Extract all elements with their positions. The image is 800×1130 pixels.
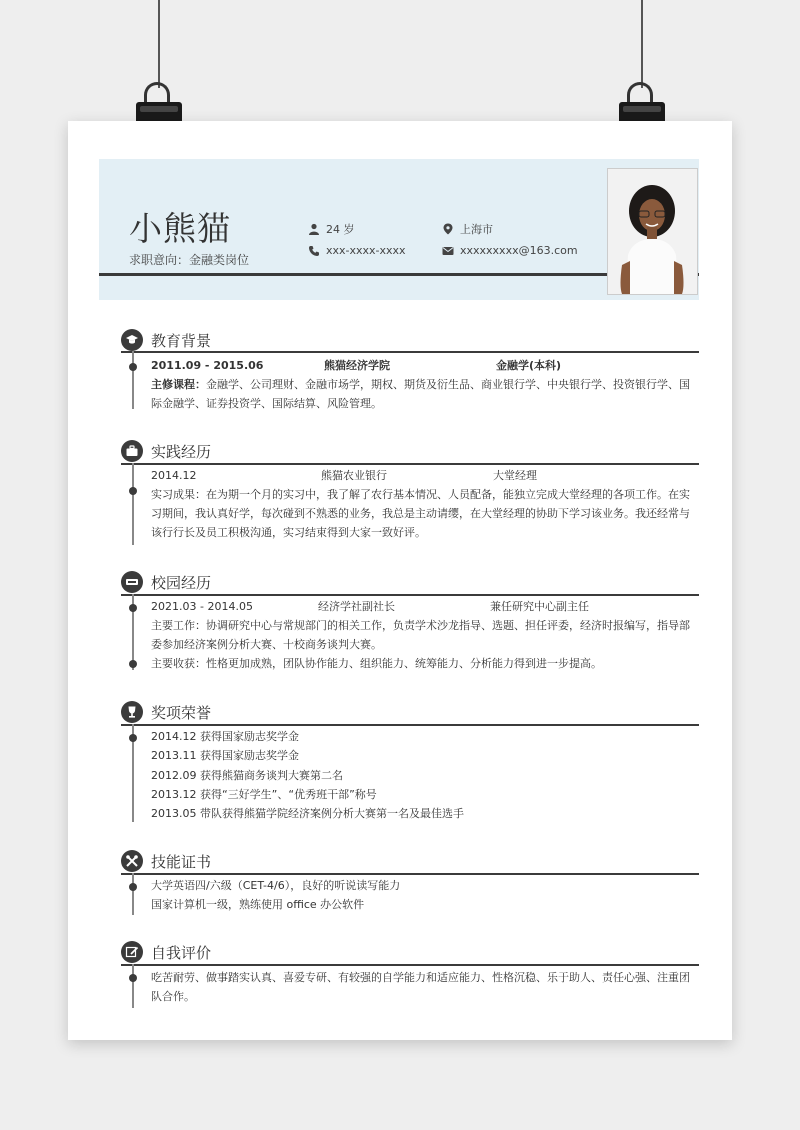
hanging-cord-left xyxy=(158,0,160,88)
mail-icon xyxy=(442,245,454,257)
award-item: 2013.11 获得国家励志奖学金 xyxy=(151,749,299,762)
skill-item: 国家计算机一级，熟练使用 office 办公软件 xyxy=(151,898,365,911)
campus-work xyxy=(151,616,699,654)
section-divider xyxy=(121,964,699,966)
timeline-line xyxy=(132,873,134,915)
campus-work-line-2: 委参加经济案例分析大赛、十校商务谈判大赛。 xyxy=(151,638,382,651)
campus-gain: 主要收获：性格更加成熟，团队协作能力、组织能力、统筹能力、分析能力得到进一步提高。 xyxy=(151,657,602,670)
courses-line-1: 金融学、公司理财、金融市场学，期权、期货及衍生品、商业银行学、中央银行学、投资银行学、国 xyxy=(206,378,690,391)
section-divider xyxy=(121,724,699,726)
edu-courses xyxy=(151,375,699,413)
section-divider xyxy=(121,873,699,875)
section-title: 校园经历 xyxy=(151,574,212,592)
section-self-header xyxy=(121,939,701,963)
skill-item: 大学英语四/六级（CET-4/6），良好的听说读写能力 xyxy=(151,879,401,892)
section-title: 实践经历 xyxy=(151,443,212,461)
timeline-line xyxy=(132,964,134,1008)
city-info xyxy=(442,221,493,237)
campus-role: 兼任研究中心副主任 xyxy=(490,600,589,613)
graduation-cap-icon xyxy=(121,329,143,351)
age-text: 24 岁 xyxy=(326,223,355,236)
practice-line-2: 习期间，我认真好学，每次碰到不熟悉的业务，我总是主动请缨，在大堂经理的协助下学习该业务。我还经常与 xyxy=(151,507,690,520)
award-item: 2013.12 获得“三好学生”、“优秀班干部”称号 xyxy=(151,788,377,801)
practice-line-1: 实习成果：在为期一个月的实习中，我了解了农行基本情况、人员配备，能独立完成大堂经理的各项工作。在实 xyxy=(151,488,690,501)
timeline-dot xyxy=(129,660,137,668)
practice-org: 熊猫农业银行 xyxy=(321,469,387,482)
resume-paper xyxy=(68,121,732,1040)
tools-icon xyxy=(121,850,143,872)
campus-badge-icon xyxy=(121,571,143,593)
location-pin-icon xyxy=(442,223,454,235)
practice-period: 2014.12 xyxy=(151,469,197,482)
section-practice-header xyxy=(121,438,701,462)
courses-label: 主修课程： xyxy=(151,378,206,391)
section-divider xyxy=(121,463,699,465)
award-item: 2014.12 获得国家励志奖学金 xyxy=(151,730,299,743)
person-icon xyxy=(308,223,320,235)
section-divider xyxy=(121,594,699,596)
timeline-dot xyxy=(129,883,137,891)
candidate-name: 小熊猫 xyxy=(129,209,231,248)
section-campus-header xyxy=(121,569,701,593)
timeline-line xyxy=(132,351,134,409)
section-awards-header xyxy=(121,699,701,723)
section-title: 技能证书 xyxy=(151,853,212,871)
age-info xyxy=(308,221,355,237)
award-item: 2013.05 带队获得熊猫学院经济案例分析大赛第一名及最佳选手 xyxy=(151,807,464,820)
timeline-dot xyxy=(129,487,137,495)
courses-line-2: 际金融学、证券投资学、国际结算、风险管理。 xyxy=(151,397,382,410)
phone-text: xxx-xxxx-xxxx xyxy=(326,244,406,257)
trophy-icon xyxy=(121,701,143,723)
phone-icon xyxy=(308,245,320,257)
campus-period: 2021.03 - 2014.05 xyxy=(151,600,253,613)
section-skills-header xyxy=(121,848,701,872)
self-evaluation xyxy=(151,968,699,1006)
email-text: xxxxxxxxx@163.com xyxy=(460,244,578,257)
city-text: 上海市 xyxy=(460,223,493,236)
edu-period: 2011.09 - 2015.06 xyxy=(151,359,264,372)
portrait-image xyxy=(608,169,697,294)
edu-major: 金融学(本科) xyxy=(496,359,562,372)
practice-role: 大堂经理 xyxy=(493,469,537,482)
edit-pencil-icon xyxy=(121,941,143,963)
section-title: 教育背景 xyxy=(151,332,212,350)
section-divider xyxy=(121,351,699,353)
email-info xyxy=(442,244,578,257)
practice-line-3: 该行行长及员工积极沟通，实习结束得到大家一致好评。 xyxy=(151,526,426,539)
section-title: 奖项荣誉 xyxy=(151,704,212,722)
self-line-1: 吃苦耐劳、做事踏实认真、喜爱专研、有较强的自学能力和适应能力、性格沉稳、乐于助人、责任心强、注重团 xyxy=(151,971,690,984)
campus-org: 经济学社副社长 xyxy=(318,600,395,613)
profile-photo xyxy=(607,168,698,295)
timeline-dot xyxy=(129,604,137,612)
section-education-header xyxy=(121,327,701,351)
phone-info xyxy=(308,244,406,257)
campus-work-line-1: 主要工作：协调研究中心与常规部门的相关工作，负责学术沙龙指导、选题、担任评委，经济时报编写，指导部 xyxy=(151,619,690,632)
hanging-cord-right xyxy=(641,0,643,88)
job-intent: 求职意向：金融类岗位 xyxy=(129,253,250,267)
timeline-dot xyxy=(129,363,137,371)
timeline-dot xyxy=(129,974,137,982)
timeline-line xyxy=(132,463,134,545)
section-title: 自我评价 xyxy=(151,944,212,962)
edu-school: 熊猫经济学院 xyxy=(324,359,390,372)
timeline-dot xyxy=(129,734,137,742)
award-item: 2012.09 获得熊猫商务谈判大赛第二名 xyxy=(151,769,343,782)
practice-description xyxy=(151,485,699,542)
briefcase-icon xyxy=(121,440,143,462)
self-line-2: 队合作。 xyxy=(151,990,195,1003)
